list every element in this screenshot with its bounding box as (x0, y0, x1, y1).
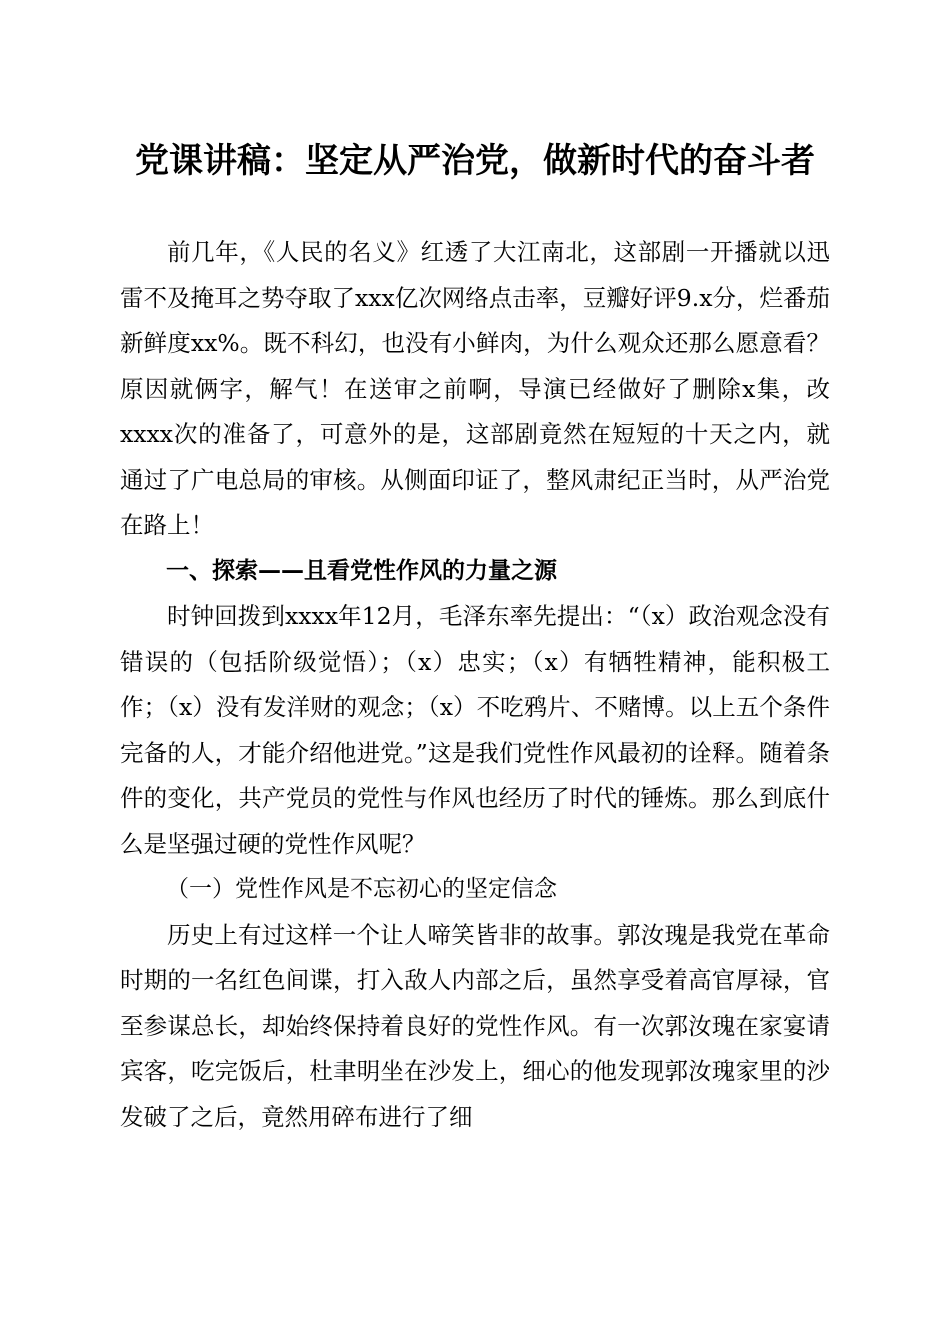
document-body (120, 230, 830, 1140)
paragraph-story: 历史上有过这样一个让人啼笑皆非的故事。郭汝瑰是我党在革命时期的一名红色间谍，打入敌人内部之后，虽然享受着高官厚禄，官至参谋总长，却始终保持着良好的党性作风。有一次郭汝瑰在家宴请宾客，吃完饭后，杜聿明坐在沙发上，细心的他发现郭汝瑰家里的沙发破了之后，竟然用碎布进行了细 (120, 920, 830, 1131)
subsection-heading-1: （一）党性作风是不忘初心的坚定信念 (166, 876, 557, 902)
section-heading-1: 一、探索——且看党性作风的力量之源 (166, 557, 557, 584)
paragraph-history: 时钟回拨到xxxx年12月，毛泽东率先提出：“（x）政治观念没有错误的（包括阶级觉悟）；（x）忠实；（x）有牺牲精神，能积极工作；（x）没有发洋财的观念；（x）不吃鸦片、不赌博。以上五个条件完备的人，才能介绍他进党。”这是我们党性作风最初的诠释。随着条件的变化，共产党员的党性与作风也经历了时代的锤炼。那么到底什么是坚强过硬的党性作风呢？ (120, 602, 830, 858)
paragraph-intro: 前几年，《人民的名义》红透了大江南北，这部剧一开播就以迅雷不及掩耳之势夺取了xxx亿次网络点击率，豆瓣好评9.x分，烂番茄新鲜度xx%。既不科幻，也没有小鲜肉，为什么观众还那么愿意看？原因就俩字，解气！在送审之前啊，导演已经做好了删除x集，改xxxx次的准备了，可意外的是，这部剧竟然在短短的十天之内，就通过了广电总局的审核。从侧面印证了，整风肃纪正当时，从严治党在路上！ (120, 238, 830, 539)
document-title: 党课讲稿：坚定从严治党，做新时代的奋斗者 (135, 141, 815, 181)
